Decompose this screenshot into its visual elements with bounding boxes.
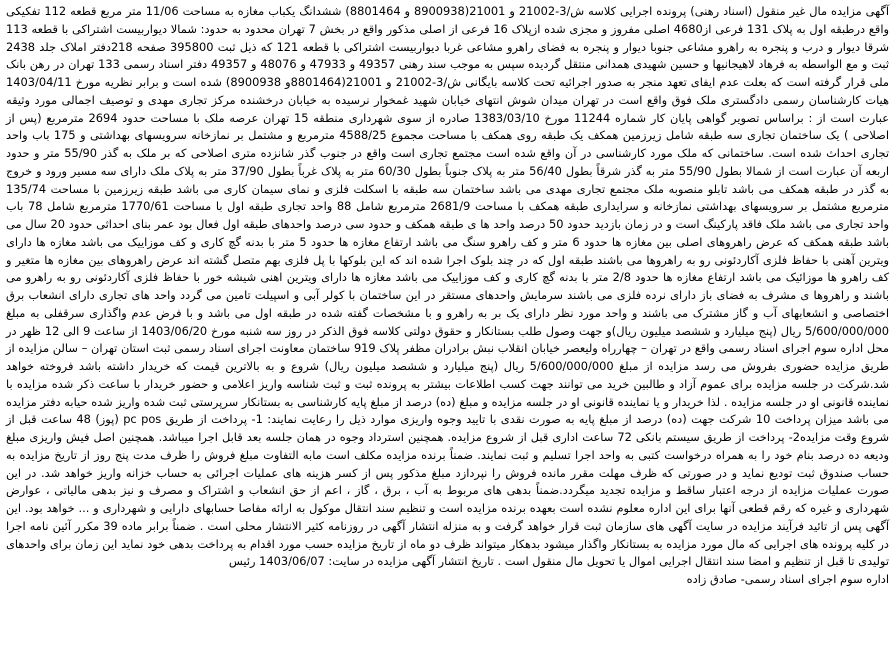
auction-notice-body: آگهی مزایده مال غیر منقول (اسناد رهنی) پرونده اجرایی کلاسه ش/3-21002 و 21001(8900938 و 8801464) ششدانگ یکباب مغازه به مساحت 11/06 متر مربع قطعه 112 تفکیکی واقع درطبقه اول به پلاک 131 فرعی از4680 اصلی مفروز و مجزی شده ازپلاک 16 فرعی از اصلی مذکور واقع در بخش 7 تهران محدود به حدود: شمالا دیواربیست اشتراکی با قطعه 113 شرقا دیوار و درب و پنجره به راهرو مشاعی جنوبا دیوار و پنجره به فضای راهرو مشاعی غربا دیواربیست اشتراکی با قطعه 121 که ذیل ثبت 395800 صفحه 218دفتر املاک جلد 2438 ثبت و مع الواسطه به فرهاد لاهیجانیها و حسین شهیدی همدانی منتقل گردیده سپس به موجب سند رهنی 49357 و 47933 و 48076 و 49357 دفتر اسناد رسمی 133 تهران در رهن بانک ملی قرار گرفته است که بعلت عدم ایفای تعهد منجر به صدور اجرائیه تحت کلاسه بایگانی ش/3-21002 و 21001(8801464و 8900938) شده است و برابر نظریه مورخ 1403/04/11 هیات کارشناسان رسمی دادگستری ملک فوق واقع است در تهران میدان شوش انتهای خیابان شهید غمخوار نرسیده به خیابان درخشنده مرکز تجاری مهدی و توصیف اجمالی مورد وثیقه عبارت است از : براساس تصویر گواهی پایان کار شماره 11244 مورخ 1383/03/10 صادره از سوی شهرداری منطقه 15 تهران عرصه ملک با مساحت حدود 2694 مترمربع (پس از اصلاحی ) یک ساختمان تجاری سه طبقه شامل زیرزمین همکف یک طبقه روی همکف با مساحت مجموع 4588/25 مترمربع و مشتمل بر نمازخانه سرویسهای بهداشتی و 175 باب واحد تجاری احداث شده است. ساختمانی که ملک مورد کارشناسی در آن واقع شده است مجتمع تجاری است واقع در جنوب گذر شانزده متری اصلاحی که بر ملک به گذر 55/90 متر و حدود اربعه آن عبارت است از شمالا بطول 55/90 متر به گذر شرقاً بطول 56/40 متر به پلاک جنوباً بطول 60/30 متر به پلاک غرباً بطول 37/90 متر به پلاک ملک دارای سه مسیر ورود و خروج به گذر در طبقه همکف می باشد تابلو منصوبه ملک مجتمع تجاری مهدی می باشد ساختمان سه طبقه با اسکلت فلزی و نمای سیمان کاری می باشد طبقه زیرزمین با مساحت 135/74 مترمربع مشتمل بر سرویسهای بهداشتی نمازخانه و سرایداری طبقه همکف با مساحت 2681/9 مترمربع شامل 88 واحد تجاری طبقه اول با مساحت 1770/61 مترمربع شامل 78 باب واحد تجاری می باشد ملک فاقد پارکینگ است و در زمان بازدید حدود 50 درصد واحد ها ی طبقه همکف و حدود سی درصد واحدهای طبقه اول فعال بود عمر بنای احداثی حدود 20 سال می باشد طبقه همکف که عرض راهروهای اصلی بین مغازه ها حدود 6 متر و کف راهرو سنگ می باشد ارتفاع مغازه ها حدود 5 متر با بدنه گچ کاری و کف موزاییک می باشد مغازه ها دارای ویترین آهنی با حفاظ فلزی آکاردئونی رو به راهروها می باشند طبقه اول که در چند بلوک اجرا شده اند که این بلوکها با پل فلزی بهم متصل گشته اند عرض راهروهای بین مغازه ها متغیر و کف راهرو ها موزائیک می باشد ارتفاع مغازه ها حدود 2/8 متر با بدنه گچ کاری و کف موزاییک می باشد مغازه ها دارای ویترین اهنی شیشه خور با حفاظ فلزی آکاردئونی رو به راهرو می باشند و راهروها ی مشرف به فضای باز دارای نرده فلزی می باشند سرمایش واحدهای مستقر در این ساختمان با کولر آبی و اسپیلت تامین می گردد واحد های تجاری دارای انشعاب برق اختصاصی و انشعابهای آب و گاز مشترک می باشند و واحد مورد نظر دارای یک بر به راهرو و با مشخصات گفته شده در طبقه اول می باشد و با فرض عدم واگذاری سرقفلی به مبلغ 5/600/000/000 ریال (پنج میلیارد و ششصد میلیون ریال)و جهت وصول طلب بستانکار و حقوق دولتی کلاسه فوق الذکر در روز سه شنبه مورخ 1403/06/20 از ساعت 9 الی 12 ظهر در محل اداره سوم اجرای اسناد رسمی واقع در تهران – چهارراه ولیعصر خیابان انقلاب نبش برادران مظفر پلاک 919 ساختمان معاونت اجرای اسناد رسمی ثبت استان تهران – سالن مزایده از طریق مزایده حضوری بفروش می رسد مزایده از مبلغ 5/600/000/000 ریال (پنج میلیارد و ششصد میلیون ریال) شروع و به بالاترین قیمت که خریدار داشته باشد فروخته خواهد شد.شرکت در جلسه مزایده برای عموم آزاد و طالبین خرید می توانند جهت کسب اطلاعات بیشتر به پرونده ثبت و ثبت شناسه واریز اعلامی و حضور خریدار با ساعت ذکر شده مزایده با نماینده قانونی او در جلسه مزایده . لذا خریدار و یا نماینده قانونی او در جلسه مزایده و مبلغ (ده) درصد از مبلغ پایه کارشناسی به بستانکار سرپرستی ثبت شده واریز شده حیابه دفتر مزایده می باشد میزان پرداخت 10 شرکت جهت (ده) درصد از مبلغ پایه به صورت نقدی با تایید وجوه واریزی موارد ذیل را رعایت نمایند: 1- پرداخت از طریق pc pos (پوز) 48 ساعت قبل از شروع وقت مزایده2- پرداخت از طریق سیستم بانکی 72 ساعت اداری قبل از شروع مزایده. همچنین استرداد وجوه در همان جلسه بعد قابل اجرا میباشد. همچنین اصل فیش واریزی مبلغ ودیعه ده درصد بنام خود را به همراه درخواست کتبی به واحد اجرا تسلیم و ثبت نمایند. ضمناً برنده مزایده مکلف است مابه التفاوت مبلغ فروش را ظرف مدت پنج روز از تاریخ مزایده به حساب صندوق ثبت تودیع نماید و در صورتی که ظرف مهلت مقرر مانده فروش را نپردازد مبلغ مذکور پس از کسر هزینه های عملیات اجرائی به حساب خزانه واریز خواهد شد. در این صورت عملیات مزایده از درجه اعتبار ساقط و مزایده تجدید میگردد.ضمناً بدهی های مربوط به آب ، برق ، گاز ، اعم از حق انشعاب و اشتراک و مصرف و نیز بدهی مالیاتی ، عوارض شهرداری و غیره که رقم قطعی آنها برای این اداره معلوم نشده است بعهده برنده مزایده است و تنظیم سند انتقال موکول به ارائه مفاصا حسابهای دارایی و شهرداری و ... خواهد بود. این آگهی پس از تائید فرآیند مزایده در سایت آگهی های سازمان ثبت قرار خواهد گرفت و به منزله انتشار آگهی در روزنامه کثیر الانتشار محلی است . ضمناً برابر ماده 39 مکرر آئین نامه اجرا در کلیه پرونده های اجرایی که مال مورد مزایده به بستانکار واگذار میشود بدهکار میتواند ظرف دو ماه از تاریخ مزایده حسب مورد اقدام به پرداخت بدهی خود نماید این زمان برای واحدهای تولیدی تا قبل از تنظیم و امضا سند انتقال اجرایی اموال یا تحویل مال منقول است . تاریخ انتشار آگهی مزایده در سایت: 1403/06/07 رئیس (6, 4, 890, 569)
auction-notice-signature: اداره سوم اجرای اسناد رسمی- صادق زاده (686, 572, 889, 586)
